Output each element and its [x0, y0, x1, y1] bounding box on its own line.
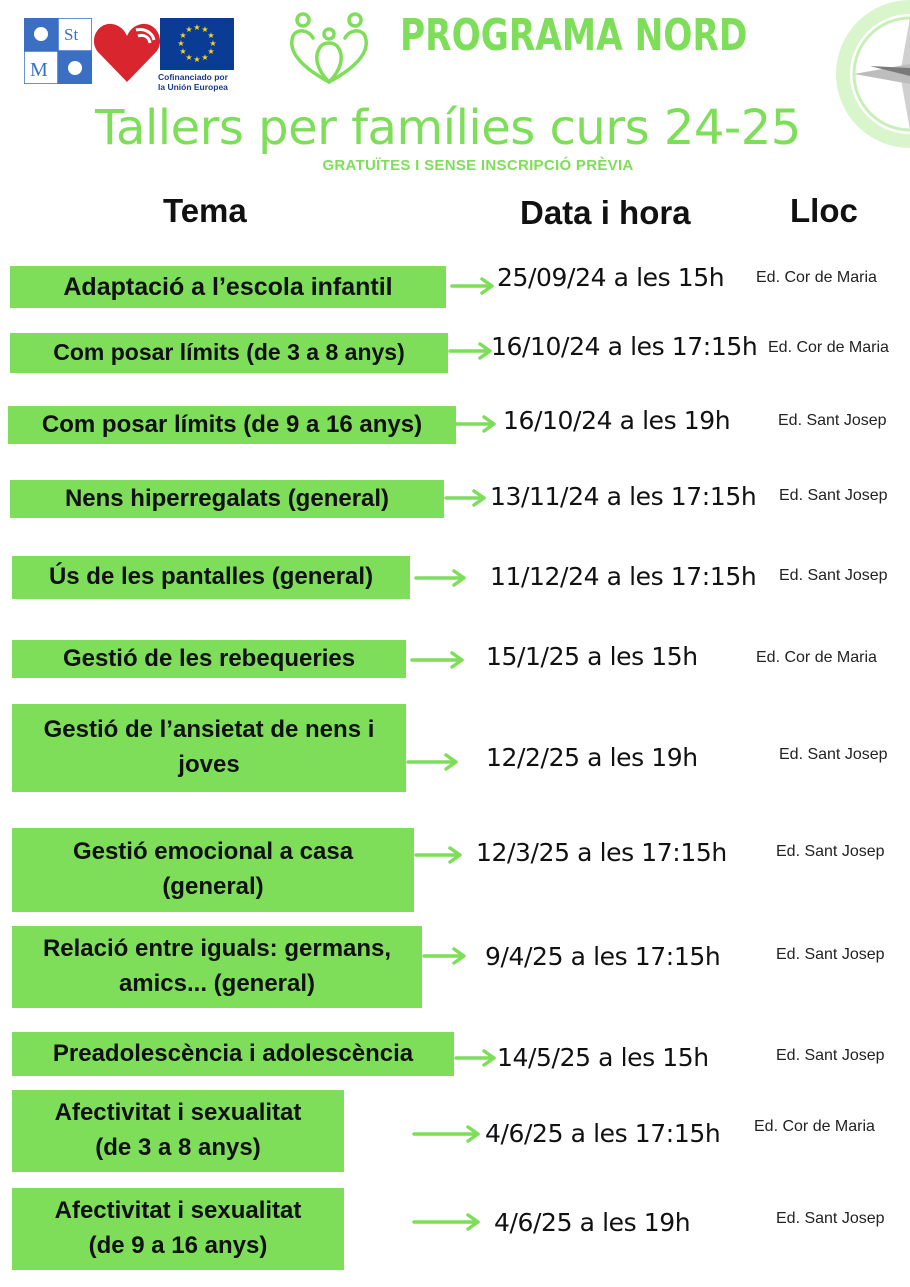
- workshop-topic: Relació entre iguals: germans, amics... (general): [12, 926, 422, 1008]
- arrow-right-icon: [414, 845, 464, 865]
- arrow-right-icon: [422, 946, 468, 966]
- arrow-right-icon: [454, 1048, 498, 1068]
- arrow-right-icon: [448, 341, 494, 361]
- workshop-place: Ed. Sant Josep: [776, 946, 885, 963]
- workshop-topic: Com posar límits (de 9 a 16 anys): [8, 406, 456, 444]
- svg-text:★: ★: [185, 25, 193, 34]
- workshop-date: 11/12/24 a les 17:15h: [490, 562, 757, 591]
- workshop-place: Ed. Sant Josep: [779, 487, 888, 504]
- workshop-place: Ed. Sant Josep: [776, 1047, 885, 1064]
- column-header-tema: Tema: [163, 192, 247, 229]
- workshop-place: Ed. Cor de Maria: [756, 269, 877, 286]
- workshop-date: 9/4/25 a les 17:15h: [485, 942, 721, 971]
- family-logo-icon: [283, 8, 375, 86]
- svg-text:★: ★: [193, 23, 201, 32]
- svg-text:★: ★: [201, 53, 209, 62]
- workshop-topic: Nens hiperregalats (general): [10, 480, 444, 518]
- heart-logo: [92, 20, 162, 84]
- workshop-date: 15/1/25 a les 15h: [486, 642, 698, 671]
- column-header-data: Data i hora: [520, 194, 691, 231]
- arrow-right-icon: [412, 1124, 482, 1144]
- workshop-topic: Adaptació a l’escola infantil: [10, 266, 446, 308]
- svg-text:★: ★: [179, 47, 187, 56]
- workshop-topic: Com posar límits (de 3 a 8 anys): [10, 333, 448, 373]
- svg-text:★: ★: [207, 31, 215, 40]
- arrow-right-icon: [412, 1212, 482, 1232]
- workshop-place: Ed. Cor de Maria: [768, 339, 889, 356]
- workshop-topic: Gestió de l’ansietat de nens i joves: [12, 704, 406, 792]
- workshop-topic: Gestió emocional a casa (general): [12, 828, 414, 912]
- svg-text:★: ★: [179, 31, 187, 40]
- workshop-date: 16/10/24 a les 19h: [503, 406, 731, 435]
- svg-text:★: ★: [185, 53, 193, 62]
- workshop-place: Ed. Cor de Maria: [756, 649, 877, 666]
- arrow-right-icon: [406, 752, 460, 772]
- workshop-topic: Ús de les pantalles (general): [12, 556, 410, 599]
- workshop-place: Ed. Sant Josep: [776, 843, 885, 860]
- workshop-place: Ed. Sant Josep: [776, 1210, 885, 1227]
- workshop-place: Ed. Sant Josep: [779, 567, 888, 584]
- workshop-place: Ed. Sant Josep: [778, 412, 887, 429]
- column-header-lloc: Lloc: [790, 192, 858, 229]
- sm-puzzle-logo: [24, 18, 92, 84]
- arrow-right-icon: [414, 568, 468, 588]
- workshop-topic: Preadolescència i adolescència: [12, 1032, 454, 1076]
- eu-flag-logo: [160, 18, 234, 70]
- workshop-date: 14/5/25 a les 15h: [497, 1043, 709, 1072]
- svg-text:★: ★: [193, 55, 201, 64]
- workshop-date: 12/3/25 a les 17:15h: [476, 838, 727, 867]
- workshop-date: 12/2/25 a les 19h: [486, 743, 698, 772]
- workshop-place: Ed. Cor de Maria: [754, 1118, 875, 1135]
- workshop-date: 13/11/24 a les 17:15h: [490, 482, 757, 511]
- svg-text:★: ★: [177, 39, 185, 48]
- workshop-topic: Afectivitat i sexualitat (de 9 a 16 anys): [12, 1188, 344, 1270]
- workshop-topic: Afectivitat i sexualitat (de 3 a 8 anys): [12, 1090, 344, 1172]
- workshop-date: 4/6/25 a les 19h: [494, 1208, 691, 1237]
- workshop-date: 25/09/24 a les 15h: [497, 263, 725, 292]
- workshop-place: Ed. Sant Josep: [779, 746, 888, 763]
- svg-text:St: St: [64, 25, 79, 44]
- svg-text:M: M: [30, 59, 48, 81]
- workshop-date: 4/6/25 a les 17:15h: [485, 1119, 721, 1148]
- svg-text:★: ★: [209, 39, 217, 48]
- program-name: PROGRAMA NORD: [400, 10, 748, 61]
- arrow-right-icon: [450, 276, 496, 296]
- page-subtitle: GRATUÏTES I SENSE INSCRIPCIÓ PRÈVIA: [322, 157, 634, 174]
- workshop-topic: Gestió de les rebequeries: [12, 640, 406, 678]
- page-title: Tallers per famílies curs 24-25: [95, 100, 801, 156]
- arrow-right-icon: [410, 650, 466, 670]
- svg-text:★: ★: [201, 25, 209, 34]
- eu-stars-icon: [160, 18, 234, 70]
- arrow-right-icon: [444, 488, 488, 508]
- arrow-right-icon: [454, 414, 498, 434]
- workshop-date: 16/10/24 a les 17:15h: [491, 332, 758, 361]
- eu-caption: Cofinanciado por la Unión Europea: [158, 72, 228, 92]
- svg-text:★: ★: [207, 47, 215, 56]
